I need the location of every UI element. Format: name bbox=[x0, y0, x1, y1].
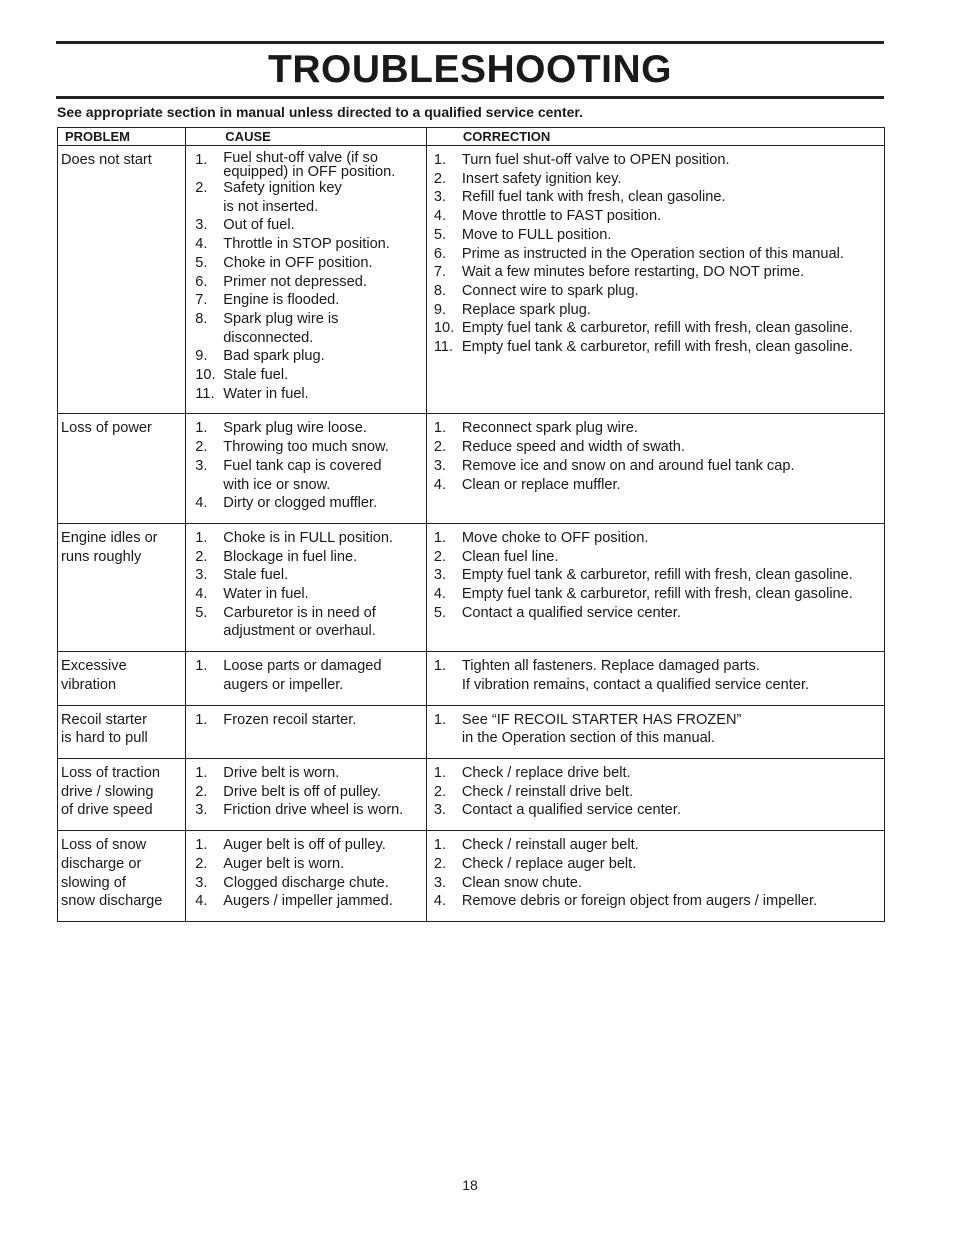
item-number: 2. bbox=[433, 170, 447, 187]
item-text: Drive belt is worn. bbox=[223, 764, 340, 781]
correction-item bbox=[427, 301, 884, 320]
cause-item bbox=[186, 783, 426, 802]
item-text: Tighten all fasteners. Replace damaged parts. If vibration remains, contact a qualified service center. bbox=[461, 658, 810, 693]
correction-item bbox=[427, 170, 884, 189]
item-text: Clean fuel line. bbox=[461, 548, 559, 565]
correction-item bbox=[427, 585, 884, 604]
item-text: Reduce speed and width of swath. bbox=[461, 439, 685, 456]
item-text: Clogged discharge chute. bbox=[223, 874, 389, 891]
correction-item bbox=[427, 855, 884, 874]
item-text: Choke in OFF position. bbox=[223, 254, 373, 271]
item-text: Move to FULL position. bbox=[461, 226, 612, 243]
item-number: 8. bbox=[195, 310, 208, 327]
table-row bbox=[58, 831, 885, 922]
correction-item bbox=[427, 874, 884, 893]
item-number: 4. bbox=[433, 586, 447, 603]
cause-cell bbox=[186, 705, 427, 758]
title-underline bbox=[56, 96, 884, 99]
item-text: Fuel shut-off valve (if so equipped) in OFF position. bbox=[223, 150, 396, 180]
item-text: Frozen recoil starter. bbox=[223, 711, 357, 728]
item-number: 2. bbox=[195, 783, 208, 800]
item-number: 5. bbox=[195, 254, 208, 271]
correction-item bbox=[427, 836, 884, 855]
cause-cell bbox=[186, 758, 427, 830]
table-row bbox=[58, 705, 885, 758]
item-text: Throwing too much snow. bbox=[223, 439, 389, 456]
item-number: 11. bbox=[433, 339, 454, 356]
cause-item bbox=[186, 855, 426, 874]
correction-item bbox=[427, 604, 884, 623]
item-text: Check / replace drive belt. bbox=[461, 764, 631, 781]
item-text: Water in fuel. bbox=[223, 385, 309, 402]
cause-item bbox=[186, 254, 426, 273]
item-number: 2. bbox=[433, 855, 447, 872]
table-row bbox=[58, 146, 885, 414]
item-number: 3. bbox=[433, 189, 447, 206]
item-text: Auger belt is worn. bbox=[223, 855, 345, 872]
cause-item bbox=[186, 801, 426, 820]
item-number: 5. bbox=[433, 604, 447, 621]
cause-cell bbox=[186, 146, 427, 414]
item-number: 10. bbox=[433, 320, 455, 337]
item-number: 4. bbox=[195, 586, 208, 603]
cause-item bbox=[186, 347, 426, 366]
correction-item bbox=[427, 548, 884, 567]
item-number: 9. bbox=[433, 301, 447, 318]
item-text: Drive belt is off of pulley. bbox=[223, 783, 381, 800]
cause-item bbox=[186, 548, 426, 567]
correction-cell bbox=[426, 523, 884, 651]
problem-cell bbox=[58, 831, 186, 922]
item-text: Remove debris or foreign object from augers / impeller. bbox=[461, 893, 818, 910]
cause-item bbox=[186, 235, 426, 254]
header-problem: PROBLEM bbox=[58, 128, 186, 146]
item-text: Contact a qualified service center. bbox=[461, 604, 681, 621]
page-number: 18 bbox=[462, 1177, 478, 1193]
item-text: Bad spark plug. bbox=[223, 348, 325, 365]
item-number: 1. bbox=[433, 764, 447, 781]
item-text: Turn fuel shut-off valve to OPEN position. bbox=[461, 152, 730, 168]
cause-item bbox=[186, 764, 426, 783]
cause-item bbox=[186, 874, 426, 893]
item-number: 2. bbox=[433, 783, 447, 800]
item-text: Clean snow chute. bbox=[461, 874, 582, 891]
item-text: Primer not depressed. bbox=[223, 273, 367, 290]
correction-item bbox=[427, 711, 884, 748]
item-text: Auger belt is off of pulley. bbox=[223, 837, 386, 854]
problem-cell bbox=[58, 652, 186, 705]
correction-item bbox=[427, 207, 884, 226]
item-text: Refill fuel tank with fresh, clean gasoline. bbox=[461, 189, 726, 206]
correction-item bbox=[427, 529, 884, 548]
item-text: Fuel tank cap is covered with ice or snow. bbox=[223, 457, 382, 493]
correction-item bbox=[427, 263, 884, 282]
correction-item bbox=[427, 226, 884, 245]
cause-cell bbox=[186, 414, 427, 524]
item-number: 1. bbox=[433, 420, 447, 437]
table-row bbox=[58, 523, 885, 651]
item-text: Contact a qualified service center. bbox=[461, 802, 681, 819]
item-number: 6. bbox=[195, 273, 208, 290]
cause-item bbox=[186, 657, 426, 694]
item-number: 1. bbox=[195, 658, 208, 675]
cause-item bbox=[186, 151, 426, 179]
correction-cell bbox=[426, 831, 884, 922]
item-number: 3. bbox=[433, 457, 447, 474]
item-text: Friction drive wheel is worn. bbox=[223, 802, 404, 819]
correction-item bbox=[427, 151, 884, 170]
item-number: 1. bbox=[195, 420, 208, 437]
table-header-row bbox=[58, 128, 885, 146]
cause-item bbox=[186, 179, 426, 216]
correction-item bbox=[427, 338, 884, 357]
cause-item bbox=[186, 494, 426, 513]
item-number: 2. bbox=[195, 439, 208, 456]
item-text: Spark plug wire is disconnected. bbox=[223, 310, 339, 346]
cause-item bbox=[186, 529, 426, 548]
cause-item bbox=[186, 419, 426, 438]
item-text: Out of fuel. bbox=[223, 217, 295, 234]
problem-cell bbox=[58, 758, 186, 830]
item-text: Stale fuel. bbox=[223, 367, 289, 384]
item-number: 9. bbox=[195, 348, 208, 365]
cause-item bbox=[186, 604, 426, 641]
item-number: 4. bbox=[195, 893, 208, 910]
correction-item bbox=[427, 188, 884, 207]
cause-item bbox=[186, 385, 426, 404]
item-number: 3. bbox=[195, 874, 208, 891]
problem-cell bbox=[58, 414, 186, 524]
item-number: 3. bbox=[195, 802, 208, 819]
correction-item bbox=[427, 892, 884, 911]
item-number: 7. bbox=[433, 264, 447, 281]
cause-item bbox=[186, 836, 426, 855]
cause-item bbox=[186, 457, 426, 494]
item-text: Stale fuel. bbox=[223, 567, 289, 584]
page-title: TROUBLESHOOTING bbox=[268, 48, 672, 91]
cause-item bbox=[186, 216, 426, 235]
item-number: 2. bbox=[433, 439, 447, 456]
item-text: Safety ignition key is not inserted. bbox=[223, 180, 342, 215]
correction-cell bbox=[426, 652, 884, 705]
item-text: Wait a few minutes before restarting, DO NOT prime. bbox=[461, 264, 805, 281]
item-text: Empty fuel tank & carburetor, refill with fresh, clean gasoline. bbox=[461, 320, 853, 337]
item-text: Carburetor is in need of adjustment or overhaul. bbox=[223, 604, 376, 640]
item-number: 4. bbox=[433, 208, 447, 225]
item-number: 3. bbox=[195, 457, 208, 474]
item-number: 1. bbox=[195, 764, 208, 781]
item-number: 1. bbox=[433, 152, 447, 168]
cause-item bbox=[186, 273, 426, 292]
item-text: Remove ice and snow on and around fuel tank cap. bbox=[461, 457, 795, 474]
problem-text: Does not start bbox=[61, 152, 152, 168]
item-text: Dirty or clogged muffler. bbox=[223, 495, 378, 512]
correction-item bbox=[427, 457, 884, 476]
correction-item bbox=[427, 566, 884, 585]
item-number: 5. bbox=[433, 226, 447, 243]
item-text: Move throttle to FAST position. bbox=[461, 208, 662, 225]
item-number: 4. bbox=[433, 893, 447, 910]
item-number: 10. bbox=[195, 367, 216, 384]
troubleshooting-table bbox=[57, 127, 885, 922]
correction-cell bbox=[426, 414, 884, 524]
table-row bbox=[58, 758, 885, 830]
item-text: Empty fuel tank & carburetor, refill with fresh, clean gasoline. bbox=[461, 567, 853, 584]
correction-item bbox=[427, 783, 884, 802]
item-text: Prime as instructed in the Operation section of this manual. bbox=[461, 245, 844, 262]
item-text: Clean or replace muffler. bbox=[461, 476, 621, 493]
item-text: Loose parts or damaged augers or impeller. bbox=[223, 658, 382, 693]
item-number: 6. bbox=[433, 245, 447, 262]
problem-cell bbox=[58, 146, 186, 414]
cause-item bbox=[186, 892, 426, 911]
item-number: 3. bbox=[433, 567, 447, 584]
problem-text: Excessive vibration bbox=[61, 658, 127, 693]
correction-item bbox=[427, 282, 884, 301]
item-text: Choke is in FULL position. bbox=[223, 529, 394, 546]
cause-item bbox=[186, 366, 426, 385]
problem-text: Loss of traction drive / slowing of drive speed bbox=[61, 764, 160, 819]
item-text: Water in fuel. bbox=[223, 586, 309, 603]
item-text: Throttle in STOP position. bbox=[223, 236, 390, 253]
item-number: 1. bbox=[433, 711, 447, 728]
item-number: 2. bbox=[195, 548, 208, 565]
item-text: Check / reinstall drive belt. bbox=[461, 783, 634, 800]
correction-item bbox=[427, 319, 884, 338]
item-text: Check / replace auger belt. bbox=[461, 855, 637, 872]
problem-text: Loss of snow discharge or slowing of snow discharge bbox=[61, 837, 163, 910]
item-text: Augers / impeller jammed. bbox=[223, 893, 393, 910]
item-number: 3. bbox=[195, 217, 208, 234]
item-text: Connect wire to spark plug. bbox=[461, 282, 639, 299]
problem-cell bbox=[58, 523, 186, 651]
correction-cell bbox=[426, 146, 884, 414]
item-number: 11. bbox=[195, 385, 215, 402]
item-number: 3. bbox=[195, 567, 208, 584]
problem-cell bbox=[58, 705, 186, 758]
item-text: Engine is flooded. bbox=[223, 292, 340, 309]
correction-item bbox=[427, 438, 884, 457]
item-text: Empty fuel tank & carburetor, refill with fresh, clean gasoline. bbox=[461, 586, 853, 603]
cause-item bbox=[186, 291, 426, 310]
item-number: 4. bbox=[433, 476, 447, 493]
cause-cell bbox=[186, 831, 427, 922]
item-text: Reconnect spark plug wire. bbox=[461, 420, 638, 437]
item-number: 3. bbox=[433, 874, 447, 891]
item-text: Insert safety ignition key. bbox=[461, 170, 622, 187]
header-correction: CORRECTION bbox=[426, 128, 884, 146]
correction-item bbox=[427, 419, 884, 438]
problem-text: Recoil starter is hard to pull bbox=[61, 711, 148, 747]
correction-cell bbox=[426, 705, 884, 758]
item-number: 1. bbox=[195, 711, 208, 728]
correction-item bbox=[427, 245, 884, 264]
item-number: 1. bbox=[433, 837, 447, 854]
cause-item bbox=[186, 711, 426, 730]
item-number: 2. bbox=[195, 180, 208, 196]
correction-cell bbox=[426, 758, 884, 830]
correction-item bbox=[427, 657, 884, 694]
item-text: See “IF RECOIL STARTER HAS FROZEN” in the Operation section of this manual. bbox=[461, 711, 742, 747]
cause-item bbox=[186, 438, 426, 457]
item-number: 1. bbox=[433, 529, 447, 546]
item-text: Blockage in fuel line. bbox=[223, 548, 358, 565]
item-number: 4. bbox=[195, 495, 208, 512]
correction-item bbox=[427, 764, 884, 783]
item-number: 1. bbox=[195, 152, 208, 168]
top-rule bbox=[56, 41, 884, 44]
problem-text: Loss of power bbox=[61, 420, 152, 437]
instruction-note: See appropriate section in manual unless directed to a qualified service center. bbox=[57, 104, 583, 120]
cause-item bbox=[186, 585, 426, 604]
table-row bbox=[58, 414, 885, 524]
item-text: Replace spark plug. bbox=[461, 301, 591, 318]
item-number: 1. bbox=[433, 658, 447, 675]
table-body bbox=[58, 146, 885, 922]
problem-text: Engine idles or runs roughly bbox=[61, 529, 158, 565]
correction-item bbox=[427, 801, 884, 820]
correction-item bbox=[427, 476, 884, 495]
item-number: 3. bbox=[433, 802, 447, 819]
item-number: 8. bbox=[433, 282, 447, 299]
table-row bbox=[58, 652, 885, 705]
item-text: Spark plug wire loose. bbox=[223, 420, 367, 437]
cause-item bbox=[186, 566, 426, 585]
item-number: 1. bbox=[195, 529, 208, 546]
cause-cell bbox=[186, 652, 427, 705]
item-text: Empty fuel tank & carburetor, refill with fresh, clean gasoline. bbox=[461, 339, 853, 356]
cause-item bbox=[186, 310, 426, 347]
item-number: 2. bbox=[433, 548, 447, 565]
item-text: Move choke to OFF position. bbox=[461, 529, 649, 546]
cause-cell bbox=[186, 523, 427, 651]
item-number: 4. bbox=[195, 236, 208, 253]
item-number: 7. bbox=[195, 292, 208, 309]
item-number: 5. bbox=[195, 604, 208, 621]
item-number: 2. bbox=[195, 855, 208, 872]
item-text: Check / reinstall auger belt. bbox=[461, 837, 639, 854]
item-number: 1. bbox=[195, 837, 208, 854]
header-cause: CAUSE bbox=[186, 128, 427, 146]
